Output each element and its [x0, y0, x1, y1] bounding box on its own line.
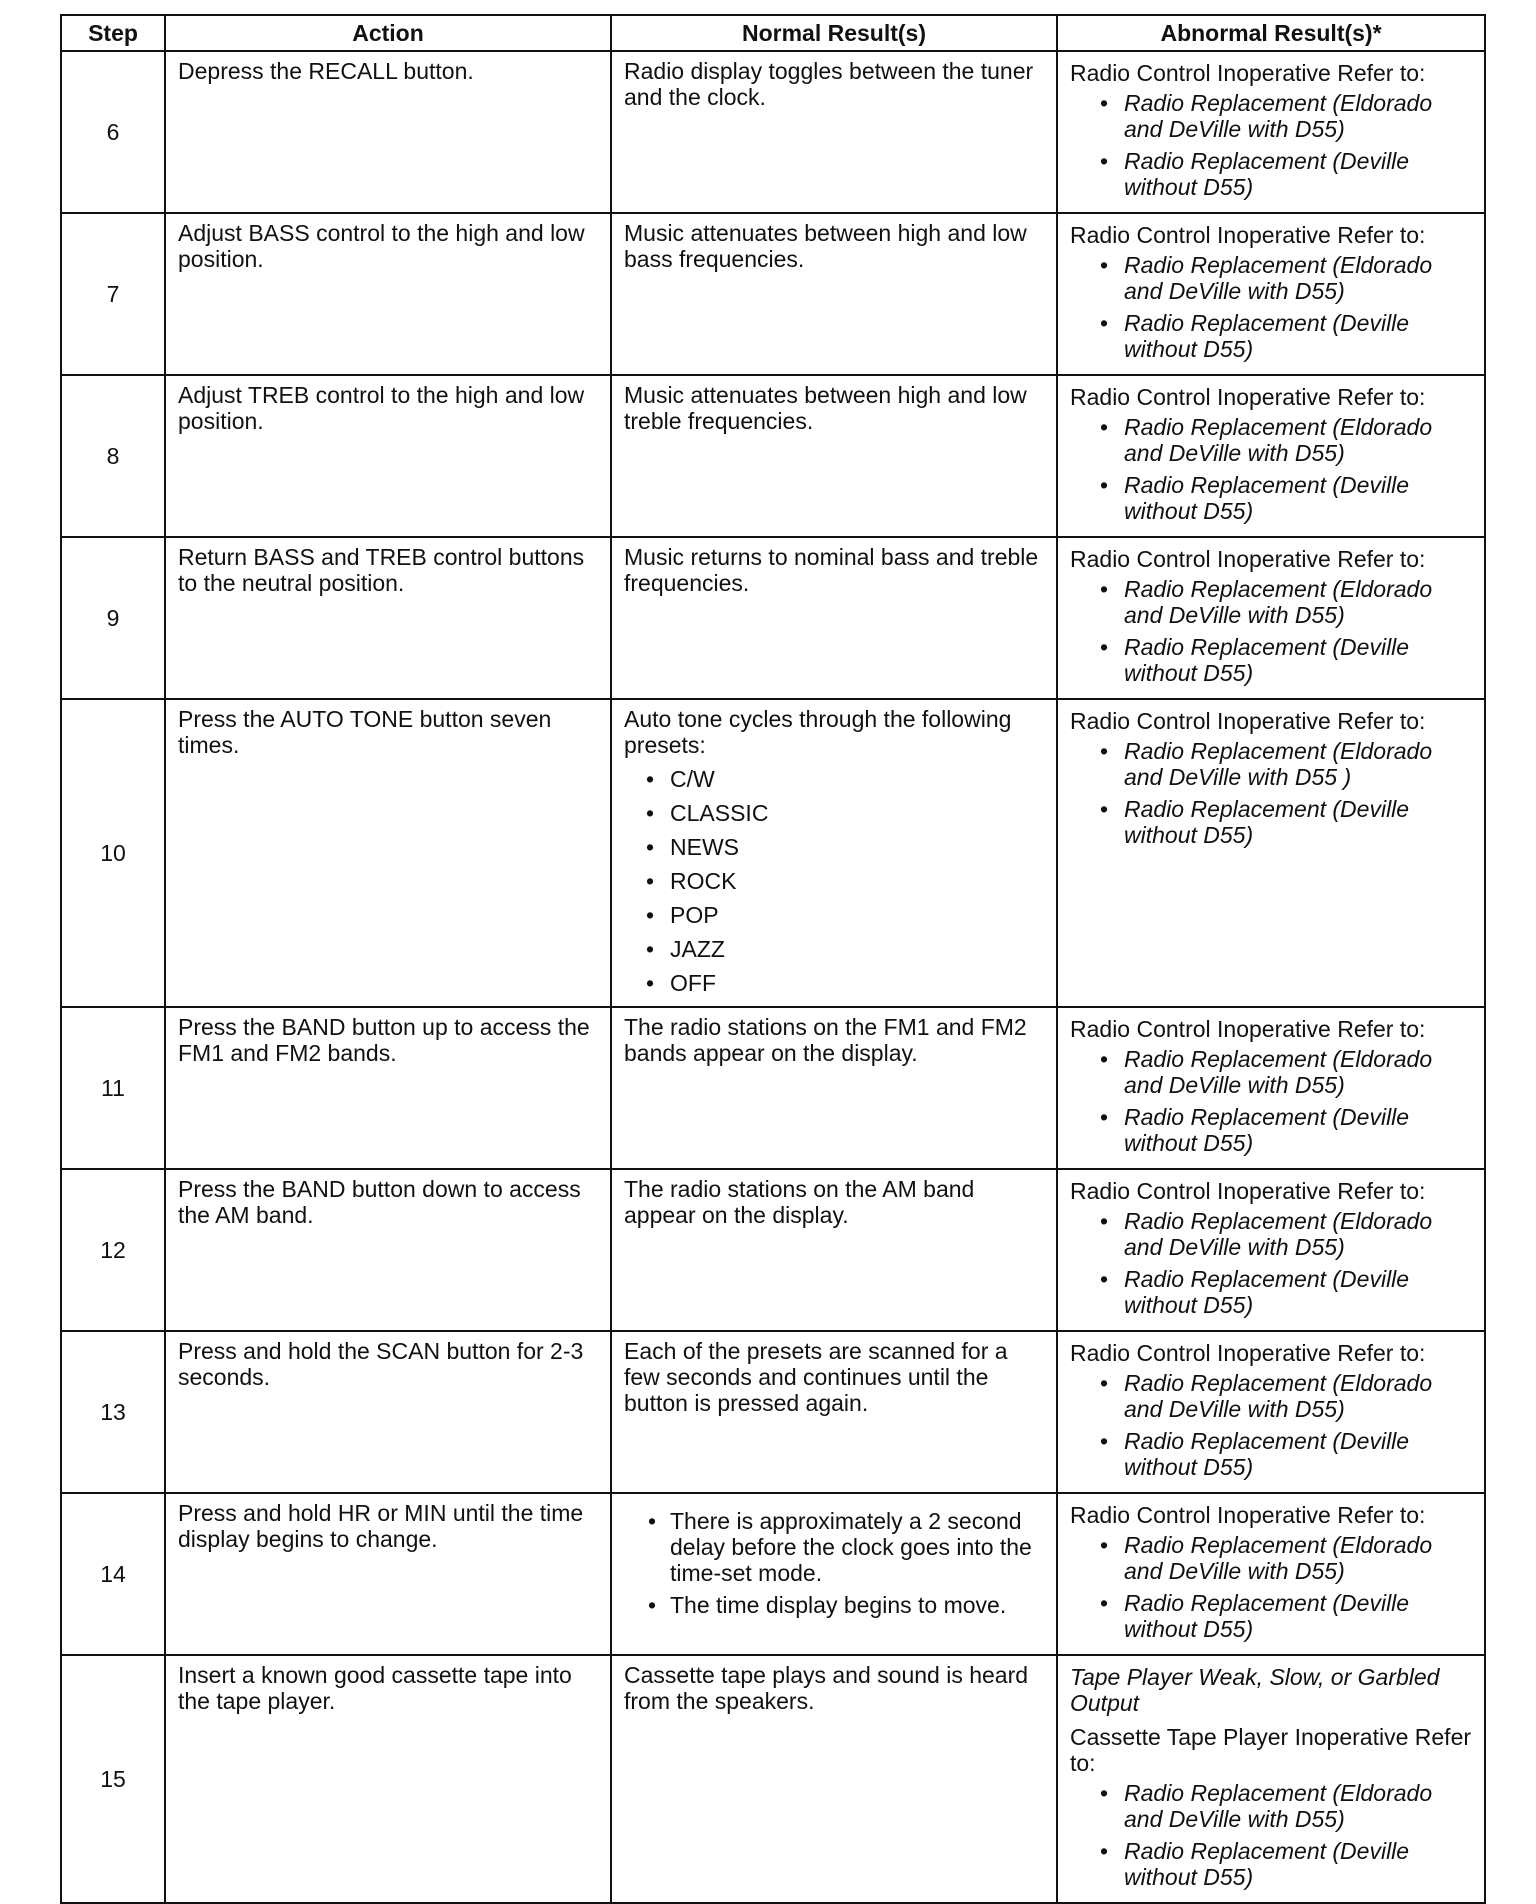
abnormal-result-text: Radio Control Inoperative Refer to:: [1070, 708, 1426, 734]
abnormal-result-block: [1070, 1340, 1472, 1480]
step-number: 6: [61, 51, 165, 213]
reference-link[interactable]: • Radio Replacement (Eldorado and DeVille with D55): [1070, 90, 1472, 142]
reference-link[interactable]: • Radio Replacement (Deville without D55): [1070, 1590, 1472, 1642]
step-number: 8: [61, 375, 165, 537]
abnormal-result-text: Radio Control Inoperative Refer to:: [1070, 546, 1426, 572]
table-row: [61, 1493, 1485, 1655]
header-abnormal-results: Abnormal Result(s)*: [1057, 15, 1485, 51]
list-item: • POP: [624, 898, 1044, 932]
table-header-row: [61, 15, 1485, 51]
normal-result-cell: [611, 213, 1057, 375]
abnormal-result-block: [1070, 708, 1472, 848]
action-text: Press and hold the SCAN button for 2-3 seconds.: [178, 1338, 584, 1390]
normal-result-cell: [611, 1007, 1057, 1169]
action-text: Adjust BASS control to the high and low position.: [178, 220, 585, 272]
reference-link[interactable]: • Radio Replacement (Deville without D55): [1070, 796, 1472, 848]
abnormal-result-text: Radio Control Inoperative Refer to:: [1070, 1502, 1426, 1528]
abnormal-result-cell: [1057, 1007, 1485, 1169]
abnormal-result-cell: [1057, 51, 1485, 213]
normal-result-text: The radio stations on the FM1 and FM2 bands appear on the display.: [624, 1014, 1027, 1066]
preset-list: [624, 762, 1044, 1000]
header-step: Step: [61, 15, 165, 51]
abnormal-result-block: [1070, 1724, 1472, 1890]
reference-list: [1070, 252, 1472, 362]
reference-link[interactable]: • Radio Replacement (Deville without D55): [1070, 310, 1472, 362]
normal-result-text: Cassette tape plays and sound is heard from the speakers.: [624, 1662, 1029, 1714]
abnormal-result-block: [1070, 546, 1472, 686]
action-cell: [165, 537, 611, 699]
table-row: [61, 699, 1485, 1007]
normal-result-text: Music attenuates between high and low bass frequencies.: [624, 220, 1027, 272]
action-text: Insert a known good cassette tape into the tape player.: [178, 1662, 572, 1714]
abnormal-result-text: Radio Control Inoperative Refer to:: [1070, 1340, 1426, 1366]
abnormal-result-cell: [1057, 213, 1485, 375]
abnormal-result-text: Radio Control Inoperative Refer to:: [1070, 384, 1426, 410]
reference-link[interactable]: • Radio Replacement (Deville without D55): [1070, 1428, 1472, 1480]
abnormal-result-text: Radio Control Inoperative Refer to:: [1070, 1178, 1426, 1204]
abnormal-result-text: Cassette Tape Player Inoperative Refer to:: [1070, 1724, 1472, 1776]
table-row: [61, 1007, 1485, 1169]
normal-result-text: Radio display toggles between the tuner and the clock.: [624, 58, 1034, 110]
step-number: 13: [61, 1331, 165, 1493]
list-item: • There is approximately a 2 second delay before the clock goes into the time-set mode.: [624, 1508, 1044, 1586]
normal-result-list: [624, 1508, 1044, 1618]
table-row: [61, 537, 1485, 699]
reference-list: [1070, 414, 1472, 524]
abnormal-result-block: [1070, 1502, 1472, 1642]
list-item: • CLASSIC: [624, 796, 1044, 830]
list-item: • C/W: [624, 762, 1044, 796]
list-item: • OFF: [624, 966, 1044, 1000]
table-row: [61, 1655, 1485, 1903]
abnormal-result-text: Radio Control Inoperative Refer to:: [1070, 222, 1426, 248]
action-text: Press the BAND button up to access the FM1 and FM2 bands.: [178, 1014, 590, 1066]
abnormal-result-block: [1070, 60, 1472, 200]
normal-result-cell: [611, 51, 1057, 213]
action-text: Press the BAND button down to access the AM band.: [178, 1176, 581, 1228]
table-row: [61, 1331, 1485, 1493]
reference-link[interactable]: • Radio Replacement (Deville without D55): [1070, 1838, 1472, 1890]
step-number: 11: [61, 1007, 165, 1169]
reference-link[interactable]: • Radio Replacement (Deville without D55): [1070, 148, 1472, 200]
abnormal-result-text: Tape Player Weak, Slow, or Garbled Output: [1070, 1664, 1440, 1716]
reference-list: [1070, 1370, 1472, 1480]
step-number: 12: [61, 1169, 165, 1331]
abnormal-result-cell: [1057, 699, 1485, 1007]
step-number: 15: [61, 1655, 165, 1903]
reference-list: [1070, 1046, 1472, 1156]
action-cell: [165, 375, 611, 537]
abnormal-result-text: Radio Control Inoperative Refer to:: [1070, 60, 1426, 86]
action-cell: [165, 1007, 611, 1169]
abnormal-result-block: [1070, 1016, 1472, 1156]
normal-result-text: Music returns to nominal bass and treble frequencies.: [624, 544, 1039, 596]
table-body: [61, 51, 1485, 1903]
action-cell: [165, 1169, 611, 1331]
table-row: [61, 1169, 1485, 1331]
step-number: 14: [61, 1493, 165, 1655]
normal-result-cell: [611, 1655, 1057, 1903]
reference-link[interactable]: • Radio Replacement (Eldorado and DeVille with D55): [1070, 1780, 1472, 1832]
abnormal-result-block: [1070, 384, 1472, 524]
abnormal-result-text: Radio Control Inoperative Refer to:: [1070, 1016, 1426, 1042]
abnormal-result-cell: [1057, 1655, 1485, 1903]
action-cell: [165, 1655, 611, 1903]
list-item: • The time display begins to move.: [624, 1592, 1044, 1618]
diagnostic-table: [60, 14, 1486, 1904]
action-text: Press and hold HR or MIN until the time display begins to change.: [178, 1500, 584, 1552]
step-number: 9: [61, 537, 165, 699]
normal-result-cell: [611, 699, 1057, 1007]
abnormal-result-cell: [1057, 1169, 1485, 1331]
action-text: Adjust TREB control to the high and low position.: [178, 382, 585, 434]
reference-link[interactable]: • Radio Replacement (Deville without D55): [1070, 634, 1472, 686]
normal-result-cell: [611, 537, 1057, 699]
abnormal-result-cell: [1057, 375, 1485, 537]
table-row: [61, 51, 1485, 213]
reference-link[interactable]: • Radio Replacement (Eldorado and DeVille with D55): [1070, 1208, 1472, 1260]
action-text: Press the AUTO TONE button seven times.: [178, 706, 552, 758]
action-cell: [165, 1331, 611, 1493]
action-cell: [165, 699, 611, 1007]
normal-result-text: Auto tone cycles through the following presets:: [624, 706, 1012, 758]
reference-list: [1070, 90, 1472, 200]
abnormal-result-block: [1070, 1664, 1472, 1716]
reference-link[interactable]: • Radio Replacement (Eldorado and DeVille with D55): [1070, 1046, 1472, 1098]
normal-result-cell: [611, 1331, 1057, 1493]
list-item: • JAZZ: [624, 932, 1044, 966]
step-number: 7: [61, 213, 165, 375]
header-action: Action: [165, 15, 611, 51]
header-normal-results: Normal Result(s): [611, 15, 1057, 51]
abnormal-result-block: [1070, 1178, 1472, 1318]
action-cell: [165, 1493, 611, 1655]
table-row: [61, 375, 1485, 537]
action-cell: [165, 51, 611, 213]
normal-result-cell: [611, 1493, 1057, 1655]
reference-list: [1070, 1780, 1472, 1890]
abnormal-result-cell: [1057, 1331, 1485, 1493]
abnormal-result-block: [1070, 222, 1472, 362]
reference-list: [1070, 1532, 1472, 1642]
reference-link[interactable]: • Radio Replacement (Deville without D55): [1070, 1266, 1472, 1318]
normal-result-text: Each of the presets are scanned for a few seconds and continues until the button is pressed again.: [624, 1338, 1008, 1416]
reference-link[interactable]: • Radio Replacement (Deville without D55): [1070, 472, 1472, 524]
abnormal-result-cell: [1057, 1493, 1485, 1655]
action-text: Depress the RECALL button.: [178, 58, 474, 84]
reference-list: [1070, 576, 1472, 686]
action-cell: [165, 213, 611, 375]
reference-link[interactable]: • Radio Replacement (Eldorado and DeVille with D55): [1070, 252, 1472, 304]
abnormal-result-cell: [1057, 537, 1485, 699]
step-number: 10: [61, 699, 165, 1007]
reference-link[interactable]: • Radio Replacement (Eldorado and DeVille with D55): [1070, 1532, 1472, 1584]
table-row: [61, 213, 1485, 375]
action-text: Return BASS and TREB control buttons to the neutral position.: [178, 544, 585, 596]
reference-link[interactable]: • Radio Replacement (Eldorado and DeVille with D55 ): [1070, 738, 1472, 790]
reference-link[interactable]: • Radio Replacement (Eldorado and DeVille with D55): [1070, 1370, 1472, 1422]
reference-list: [1070, 738, 1472, 848]
reference-link[interactable]: • Radio Replacement (Eldorado and DeVille with D55): [1070, 576, 1472, 628]
reference-list: [1070, 1208, 1472, 1318]
list-item: • ROCK: [624, 864, 1044, 898]
normal-result-cell: [611, 1169, 1057, 1331]
reference-link[interactable]: • Radio Replacement (Deville without D55): [1070, 1104, 1472, 1156]
normal-result-cell: [611, 375, 1057, 537]
normal-result-text: The radio stations on the AM band appear on the display.: [624, 1176, 975, 1228]
list-item: • NEWS: [624, 830, 1044, 864]
normal-result-text: Music attenuates between high and low treble frequencies.: [624, 382, 1027, 434]
reference-link[interactable]: • Radio Replacement (Eldorado and DeVille with D55): [1070, 414, 1472, 466]
